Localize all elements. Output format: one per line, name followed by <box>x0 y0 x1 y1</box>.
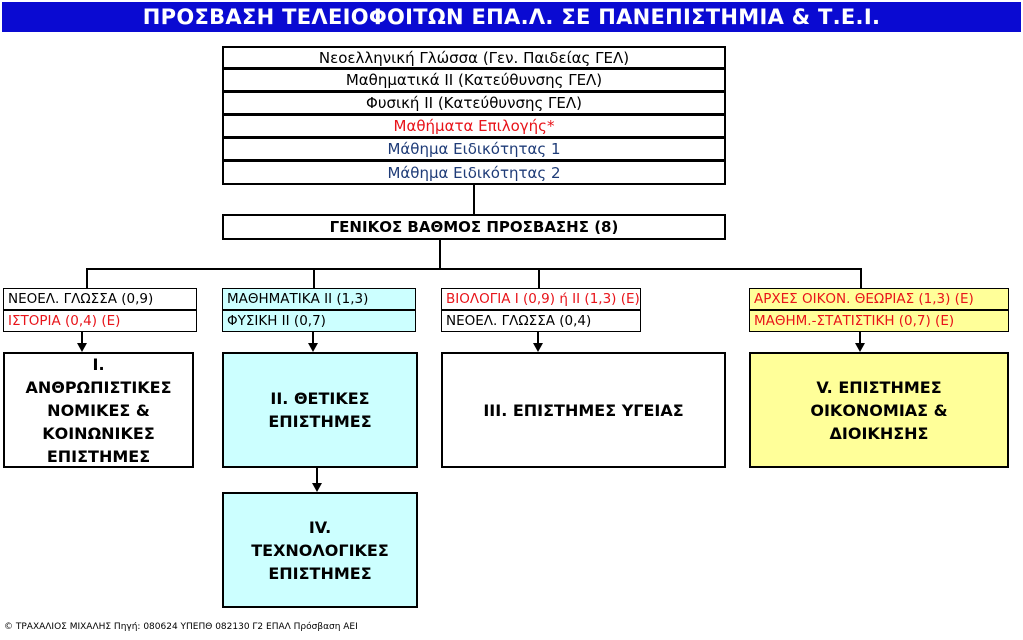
weight-box <box>441 310 641 332</box>
connector-line <box>439 240 441 269</box>
subject-box <box>222 138 726 161</box>
field-box-economics <box>749 352 1009 468</box>
weight-label: ΒΙΟΛΟΓΙΑ Ι (0,9) ή ΙΙ (1,3) (Ε) <box>446 291 640 307</box>
weight-label: ΝΕΟΕΛ. ΓΛΩΣΣΑ (0,4) <box>446 313 592 329</box>
subject-label: Μαθήματα Επιλογής* <box>393 117 555 135</box>
field-line: ΕΠΙΣΤΗΜΕΣ <box>268 563 372 583</box>
connector-line <box>538 268 540 288</box>
weight-box <box>3 310 197 332</box>
field-line: ΔΙΟΙΚΗΣΗΣ <box>829 423 929 443</box>
diagram-title: ΠΡΟΣΒΑΣΗ ΤΕΛΕΙΟΦΟΙΤΩΝ ΕΠΑ.Λ. ΣΕ ΠΑΝΕΠΙΣΤΗΜΙΑ & Τ.Ε.Ι. <box>2 2 1021 32</box>
weight-box <box>3 288 197 310</box>
field-line: ΕΠΙΣΤΗΜΕΣ <box>268 412 372 431</box>
subject-box <box>222 92 726 115</box>
field-line: ΚΟΙΝΩΝΙΚΕΣ <box>42 423 155 443</box>
field-box-health <box>441 352 726 468</box>
total-grade-box <box>222 214 726 240</box>
field-line: ΑΝΘΡΩΠΙΣΤΙΚΕΣ <box>25 377 172 397</box>
footer-credit: © ΤΡΑΧΑΛΙΟΣ ΜΙΧΑΛΗΣ Πηγή: 080624 ΥΠΕΠΘ 082130 Γ2 ΕΠΑΛ Πρόσβαση ΑΕΙ <box>4 622 358 632</box>
connector-line <box>86 268 88 288</box>
branch-line <box>86 268 862 270</box>
arrow-down-icon <box>308 343 318 352</box>
arrow-down-icon <box>312 483 322 492</box>
field-line: Ι. <box>92 354 105 374</box>
weight-box <box>749 310 1009 332</box>
field-line: ΟΙΚΟΝΟΜΙΑΣ & <box>810 400 948 420</box>
weight-label: ΜΑΘΗΜΑΤΙΚΑ ΙΙ (1,3) <box>227 291 369 307</box>
subject-box <box>222 46 726 69</box>
field-box-technological <box>222 492 418 608</box>
field-line: ΤΕΧΝΟΛΟΓΙΚΕΣ <box>251 540 389 560</box>
weight-box <box>222 310 416 332</box>
weight-box <box>222 288 416 310</box>
weight-label: ΦΥΣΙΚΗ ΙΙ (0,7) <box>227 313 326 329</box>
weight-label: ΙΣΤΟΡΙΑ (0,4) (Ε) <box>8 313 121 329</box>
connector-line <box>473 185 475 214</box>
weight-box <box>749 288 1009 310</box>
subject-label: Μαθηματικά ΙΙ (Κατεύθυνσης ΓΕΛ) <box>345 71 603 89</box>
weight-label: ΜΑΘΗΜ.-ΣΤΑΤΙΣΤΙΚΗ (0,7) (Ε) <box>754 313 955 329</box>
field-line: ΙΙ. ΘΕΤΙΚΕΣ <box>270 389 370 408</box>
arrow-down-icon <box>77 343 87 352</box>
total-grade-label: ΓΕΝΙΚΟΣ ΒΑΘΜΟΣ ΠΡΟΣΒΑΣΗΣ (8) <box>329 218 619 236</box>
field-line: ΙV. <box>308 517 332 537</box>
weight-label: ΑΡΧΕΣ ΟΙΚΟΝ. ΘΕΩΡΙΑΣ (1,3) (Ε) <box>754 291 974 307</box>
subject-label: Μάθημα Ειδικότητας 2 <box>387 163 561 182</box>
subject-box <box>222 69 726 92</box>
field-box-sciences <box>222 352 418 468</box>
field-line: ΝΟΜΙΚΕΣ & <box>47 400 150 420</box>
field-line: ΕΠΙΣΤΗΜΕΣ <box>46 446 151 466</box>
field-line: ΙΙΙ. ΕΠΙΣΤΗΜΕΣ ΥΓΕΙΑΣ <box>483 400 684 420</box>
weight-box <box>441 288 641 310</box>
subject-label: Φυσική ΙΙ (Κατεύθυνσης ΓΕΛ) <box>366 94 582 112</box>
subject-label: Νεοελληνική Γλώσσα (Γεν. Παιδείας ΓΕΛ) <box>318 48 630 67</box>
weight-label: ΝΕΟΕΛ. ΓΛΩΣΣΑ (0,9) <box>8 291 154 307</box>
connector-line <box>860 268 862 288</box>
field-line: V. ΕΠΙΣΤΗΜΕΣ <box>816 377 942 397</box>
subject-box <box>222 115 726 138</box>
field-box-humanities <box>3 352 194 468</box>
arrow-down-icon <box>533 343 543 352</box>
connector-line <box>313 268 315 288</box>
subject-label: Μάθημα Ειδικότητας 1 <box>387 140 561 158</box>
subject-box <box>222 161 726 185</box>
arrow-down-icon <box>855 343 865 352</box>
connector-line <box>316 468 318 484</box>
